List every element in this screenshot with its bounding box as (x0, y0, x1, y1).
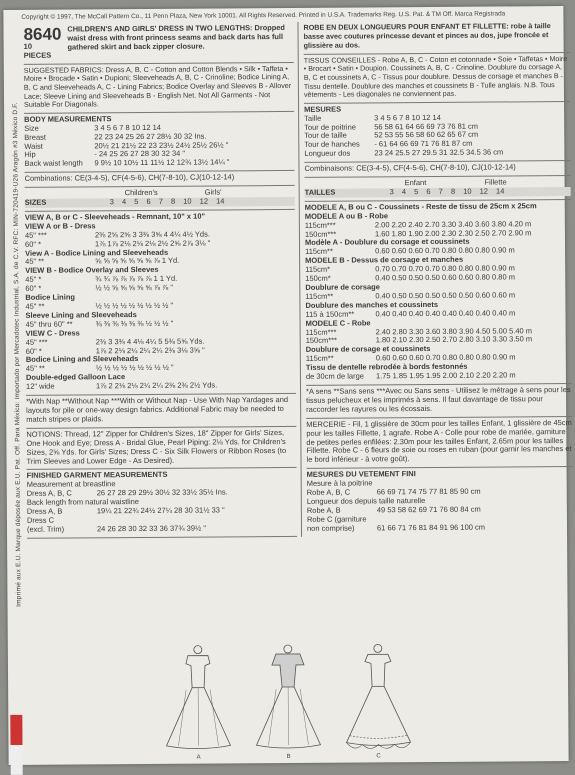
finished-values: 49 53 58 62 69 71 76 80 84 cm (376, 504, 481, 515)
yardage-values: ½ ½ ½ ½ ½ ½ ½ ½ ½ " (95, 363, 174, 373)
meas-size-label: Size (24, 123, 39, 133)
finished-label: non comprise) (306, 523, 355, 533)
fabrics-fr: TISSUS CONSEILLES - Robe A, B, C - Coton et cotonnade • Soie • Taffetas • Moire • Brocart • Satin • Doupion. Coussinets A, B, C - Crinoline. Doublure du corsage A, B, C et coussinets A, C - Tissus pour doublure. Dessus de corsage et manches B - Tissu dentelle. Doublure des manches et coussinets B - Tulle anglais. N.B. Tous vêtements - Les diagonales ne conviennent pas. (304, 53, 570, 104)
yardage-width: 150cm* (305, 273, 331, 283)
finished-fr (307, 467, 573, 536)
meas-row-values: 22 23 24 25 26 27 28½ 30 32 Ins. (94, 131, 207, 141)
mesure-row-values: 3 4 5 6 7 8 10 12 14 (374, 112, 441, 122)
yardage-width: 115cm** (305, 247, 333, 257)
finished-label: Robe A, B (306, 505, 341, 515)
finished-values: 19¼ 21 22¾ 24½ 27¼ 28 30 31½ 33 " (96, 505, 225, 516)
finished-label: Mesure à la poitrine (306, 478, 373, 488)
yardage-width: 115cm** (305, 353, 334, 364)
yardage-values: ¾ ¾ ⅞ ⅞ ⅞ ⅞ ⅞ 1 1 Yd. (95, 274, 178, 284)
mesure-row-values: 23 24 25.5 27 29.5 31 32.5 34.5 36 cm (374, 147, 504, 158)
yardage-heading: Modèle A - Doublure du corsage et coussinets (304, 237, 470, 248)
meas-row-label: Hip (24, 150, 36, 160)
title-en: CHILDREN'S AND GIRLS' DRESS IN TWO LENGTHS: Dropped waist dress with front princess seams and back darts has full gathered skirt and back zipper closure. (67, 22, 285, 52)
yardage-values: 0.60 0.60 0.60 0.70 0.80 0.80 0.80 0.90 m (375, 352, 516, 363)
yardage-heading: MODELE A ou B - Robe (304, 211, 389, 221)
finished-label: Robe A, B, C (306, 487, 351, 497)
mesures (304, 102, 570, 163)
size-list: 3 4 5 6 7 8 10 12 14 (109, 196, 225, 207)
combinations-en: Combinations: CE(3-4-5), CF(4-5-6), CH(7-8-10), CJ(10-12-14) (25, 171, 295, 188)
yardage-width: 60" * (25, 346, 42, 356)
yardage-row (306, 371, 572, 382)
mesure-row-label: Tour de poitrine (304, 122, 356, 132)
piece-count: 10 PIECES (23, 41, 52, 60)
title-block (23, 22, 293, 65)
nap-note-en: *With Nap **Without Nap ***With or Without Nap - Use With Nap Yardages and layouts for pile or one-way design fabrics. Additional Fabric may be needed to match stripes or plaids. (26, 394, 296, 429)
finished-label: Dress A, B (26, 506, 63, 516)
yardage-values: 0.40 0.40 0.40 0.40 0.40 0.40 0.40 0.40 m (375, 308, 516, 319)
title-fr: ROBE EN DEUX LONGUEURS POUR ENFANT ET FILLETTE: robe à taille basse avec coutures princesse devant et pinces au dos, jupe froncée et glissière au dos. (303, 20, 569, 55)
yardage-values: 1⅞ 2 2⅛ 2¼ 2¼ 2¼ 2⅜ 3⅛ 3⅝ " (95, 345, 205, 355)
yardage-values: ½ ½ ½ ½ ½ ½ ½ ½ ½ " (95, 300, 174, 311)
yardage-values: 1⅞ 2 2⅛ 2⅛ 2¼ 2¼ 2⅜ 2⅜ 2½ Yds. (95, 380, 218, 391)
yardage-values: 1.80 2.10 2.30 2.50 2.70 2.80 3.10 3.30 3.50 m (375, 334, 533, 345)
yardage-width: 45" *** (25, 337, 48, 347)
side-imprint: Imprimé aux E.U. Marque déposée aux E.U. Pat. Off. Para México: Importado por Mercadotec Industrial, S.A. de C.V. RFC: MIN-720419-U26 Aragón #3 México D.F. (12, 102, 23, 607)
yardage-en (25, 210, 296, 396)
yardage-values: ⅜ ⅜ ⅜ ⅜ ⅜ ⅜ ½ ½ ½ " (95, 318, 174, 329)
english-column (23, 22, 297, 539)
yardage-width: 115cm** (305, 291, 334, 301)
yardage-values: 0.60 0.60 0.60 0.70 0.80 0.80 0.80 0.90 m (375, 245, 515, 256)
yardage-width: 45" thru 60" ** (25, 319, 73, 329)
dress-sketches (158, 640, 429, 762)
fabrics-en: SUGGESTED FABRICS: Dress A, B, C - Cotton and Cotton Blends • Silk • Taffeta • Moire • Brocade • Satin • Dupioni; Sleeveheads A, B, C - Crinoline; Bodice Lining A, B, C and Sleeveheads A, C - Lining Fabrics; Bodice Overlay and Sleeves B - Allover Lace; Sleeve Lining and Sleeveheads B - English Net. Not All Garments - Not Suitable For Diagonals. (24, 63, 294, 114)
finished-values: 26 27 28 29 29½ 30½ 32 33½ 35½ Ins. (96, 487, 228, 498)
meas-row-values: 9 9½ 10 10½ 11 11½ 12 12¾ 13½ 14¼ " (94, 157, 230, 168)
yardage-width: 115cm* (305, 264, 331, 275)
yardage-values: 2⅜ 2⅝ 2⅝ 3 3⅜ 3⅝ 4 4¼ 4½ Yds. (94, 229, 210, 240)
yardage-width: 150cm*** (304, 229, 337, 239)
yardage-values: 1⅞ 1⅞ 2⅛ 2⅛ 2⅛ 2½ 2⅝ 2⅞ 3⅛ " (94, 238, 211, 248)
mesure-row-values: 56 58 61 64 66 69 73 76 81 cm (374, 121, 479, 131)
finished-label: Back length from natural waistline (26, 497, 139, 507)
yardage-values: 0.40 0.50 0.50 0.50 0.50 0.50 0.60 0.60 m (375, 290, 516, 301)
finished-en (27, 468, 297, 538)
yardage-width: de 30cm de large (305, 371, 364, 381)
yardage-width: 45" ** (25, 364, 45, 374)
meas-row-label: Waist (24, 141, 43, 151)
yardage-values: 1.75 1.85 1.95 1.95 2.00 2.10 2.20 2.20 m (375, 370, 516, 381)
body-measurements-title: BODY MEASUREMENTS (24, 113, 112, 124)
yardage-values: 2.00 2.20 2.40 2.70 3.30 3.40 3.60 3.80 4.20 m (374, 218, 532, 230)
yardage-heading: MODELE A, B ou C - Coussinets - Reste de tissu de 25cm x 25cm (304, 201, 537, 212)
meas-row-values: 20½ 21 21½ 22 23 23½ 24½ 25½ 26½ " (94, 139, 229, 150)
yardage-width: 115cm*** (304, 220, 336, 230)
sizes-label: SIZES (24, 197, 47, 207)
yardage-values: 2.40 2.80 3.30 3.60 3.80 3.90 4.50 5.00 5.40 m (375, 325, 533, 336)
mesure-row-label: Taille (304, 113, 322, 123)
childrens-label: Children's (124, 188, 158, 198)
finished-label: Robe C (garniture (306, 514, 367, 524)
yardage-width: 12" wide (25, 381, 55, 391)
yardage-heading: VIEW B - Bodice Overlay and Sleeves (25, 265, 159, 276)
meas-row (24, 158, 294, 169)
mesure-row-label: Tour de hanches (304, 139, 360, 150)
tailles-label: TAILLES (304, 187, 336, 197)
notions-en: NOTIONS: Thread, 12" Zipper for Children's Sizes, 18" Zipper for Girls' Sizes, One Hook and Eye; Dress A - Bridal Glue, Pearl Piping: 2⅛ Yds. for Children's Sizes, 2⅝ Yds. for Girls' Sizes; Dress C - Six Silk Flowers or Ribbon Roses (to Trim Sleeves and Lower Edge - As Desired). (26, 427, 296, 471)
enfant-label: Enfant (404, 178, 427, 188)
dress-c-sketch (346, 644, 411, 759)
finished-label: Dress A, B, C (26, 488, 72, 499)
yardage-heading: Doublure des manches et coussinets (305, 299, 439, 310)
yardage-row (26, 381, 296, 392)
finished-values: 24 26 28 30 32 33 36 37¾ 39½ " (96, 523, 207, 534)
nap-note-fr: *A sens **Sans sens ***Avec ou Sans sens - Utilisez le métrage à sens pour les tissus pelucheux et les imprimés à sens. Il faut davantage de tissu pour raccorder les rayures ou les écossais. (306, 384, 572, 419)
yardage-heading: VIEW C - Dress (25, 328, 80, 338)
combinations-fr: Combinaisons: CE(3-4-5), CF(4-5-6), CH(7-8-10), CJ(10-12-14) (304, 161, 570, 178)
yardage-heading: Bodice Lining (25, 292, 76, 302)
yardage-width: 45" *** (24, 230, 47, 240)
yardage-width: 45" ** (25, 257, 45, 267)
taille-list: 3 4 5 6 7 8 10 12 14 (389, 186, 505, 197)
finished-values: 61 66 71 76 81 84 91 96 100 cm (376, 522, 486, 533)
yardage-width: 115 à 150cm** (305, 309, 355, 319)
finished-row (307, 523, 573, 534)
finished-label: Measurement at breastline (26, 479, 116, 490)
mesure-row-values: 52 53 55 56 58 60 62 65 67 cm (374, 130, 479, 140)
yardage-heading: Doublure de corsage (305, 282, 380, 292)
notions-fr: MERCERIE - Fil, 1 glissière de 30cm pour les tailles Enfant, 1 glissière de 45cm pour les tailles Fillette, 1 agrafe. Robe A - Colle pour robe de mariée, garniture de petites perles enfilées: 2.30m pour les tailles Enfant, 2.65m pour les tailles Fillette. Robe C - 6 fleurs de soie ou roses en ruban (pour garnir les manches et le bord inférieur - à votre goût). (306, 417, 572, 469)
meas-row-label: Breast (24, 132, 46, 142)
view-label-c: C (376, 753, 381, 760)
yardage-heading: MODELE C - Robe (305, 318, 371, 328)
yardage-values: 1.60 1.80 1.90 2.00 2.30 2.30 2.50 2.70 2.90 m (374, 227, 532, 238)
meas-size-values: 3 4 5 6 7 8 10 12 14 (94, 122, 161, 133)
yardage-values: ½ ½ ⅝ ⅝ ⅝ ⅝ ⅝ ⅞ ⅞ " (95, 282, 174, 293)
finished-en-title: FINISHED GARMENT MEASUREMENTS (26, 470, 168, 481)
yardage-values: 2⅜ 3 3⅜ 4 4⅛ 4¼ 5 5⅜ 5⅝ Yds. (95, 336, 205, 346)
view-label-a: A (196, 754, 201, 761)
yardage-width: 150cm*** (305, 336, 338, 346)
meas-row-label: Back waist length (24, 158, 83, 169)
yardage-heading: VIEW A, B or C - Sleeveheads - Remnant, 10" x 10" (24, 211, 206, 222)
fillette-label: Fillette (484, 177, 507, 187)
yardage-values: 0.40 0.50 0.50 0.50 0.60 0.60 0.80 0.80 m (375, 272, 515, 283)
yardage-width: 45" ** (25, 301, 45, 311)
view-label-b: B (286, 753, 291, 761)
yardage-heading: MODELE B - Dessus de corsage et manches (305, 255, 464, 266)
copyright-line: Copyright © 1997, The McCall Pattern Co., 11 Penn Plaza, New York 10001. All Rights Reserved. Printed in U.S.A. Trademarks Reg. U.S. Pat. & TM Off. Marca Registrada (21, 10, 506, 21)
yardage-width: 60" * (25, 283, 42, 294)
meas-row-values: - 24 25 26 27 28 30 32 34 " (94, 149, 186, 159)
yardage-width: 45" * (25, 274, 42, 285)
finished-values: 66 69 71 74 75 77 81 85 90 cm (376, 486, 481, 497)
mesure-row (304, 148, 570, 159)
yardage-width: 60" * (24, 239, 42, 249)
meas-table (24, 123, 294, 169)
finished-fr-title: MESURES DU VETEMENT FINI (306, 469, 416, 480)
yardage-heading: Bodice Lining and Sleeveheads (25, 354, 139, 365)
yardage-heading: Doublure de corsage et coussinets (305, 344, 431, 355)
yardage-width: 115cm*** (305, 327, 337, 337)
yardage-heading: Sleeve Lining and Sleeveheads (25, 309, 137, 320)
girls-label: Girls' (204, 187, 222, 197)
finished-label: Dress C (26, 515, 55, 525)
pattern-number: 8640 (23, 24, 62, 44)
taille-header (305, 176, 571, 202)
yardage-heading: View A - Bodice Lining and Sleeveheads (25, 247, 169, 258)
size-header (25, 186, 295, 212)
pattern-envelope-back (3, 6, 572, 765)
french-column (297, 20, 573, 536)
yardage-heading: VIEW A or B - Dress (24, 221, 96, 231)
yardage-values: 0.70 0.70 0.70 0.70 0.80 0.80 0.80 0.90 m (375, 263, 515, 274)
yardage-fr (305, 200, 572, 386)
yardage-heading: Double-edged Galloon Lace (25, 372, 126, 383)
finished-label: (excl. Trim) (26, 524, 65, 534)
body-measurements (24, 112, 294, 173)
corner-flag (10, 715, 22, 775)
mesures-title: MESURES (304, 104, 342, 114)
yardage-heading: Tissu de dentelle rebrodée à bords festonnés (305, 361, 468, 373)
finished-label: Longueur dos depuis taille naturelle (306, 495, 426, 506)
finished-row (27, 524, 297, 535)
dress-b-sketch (256, 645, 321, 760)
mesure-row-label: Longueur dos (304, 148, 351, 159)
mesure-row-values: - 61 64 66 69 71 76 81 87 cm (374, 139, 473, 149)
mesure-row-label: Tour de taille (304, 130, 347, 141)
dress-a-sketch (166, 645, 231, 760)
yardage-values: ⅝ ⅝ ⅝ ⅝ ⅝ ⅝ ⅝ ⅞ 1 Yd. (95, 256, 180, 266)
